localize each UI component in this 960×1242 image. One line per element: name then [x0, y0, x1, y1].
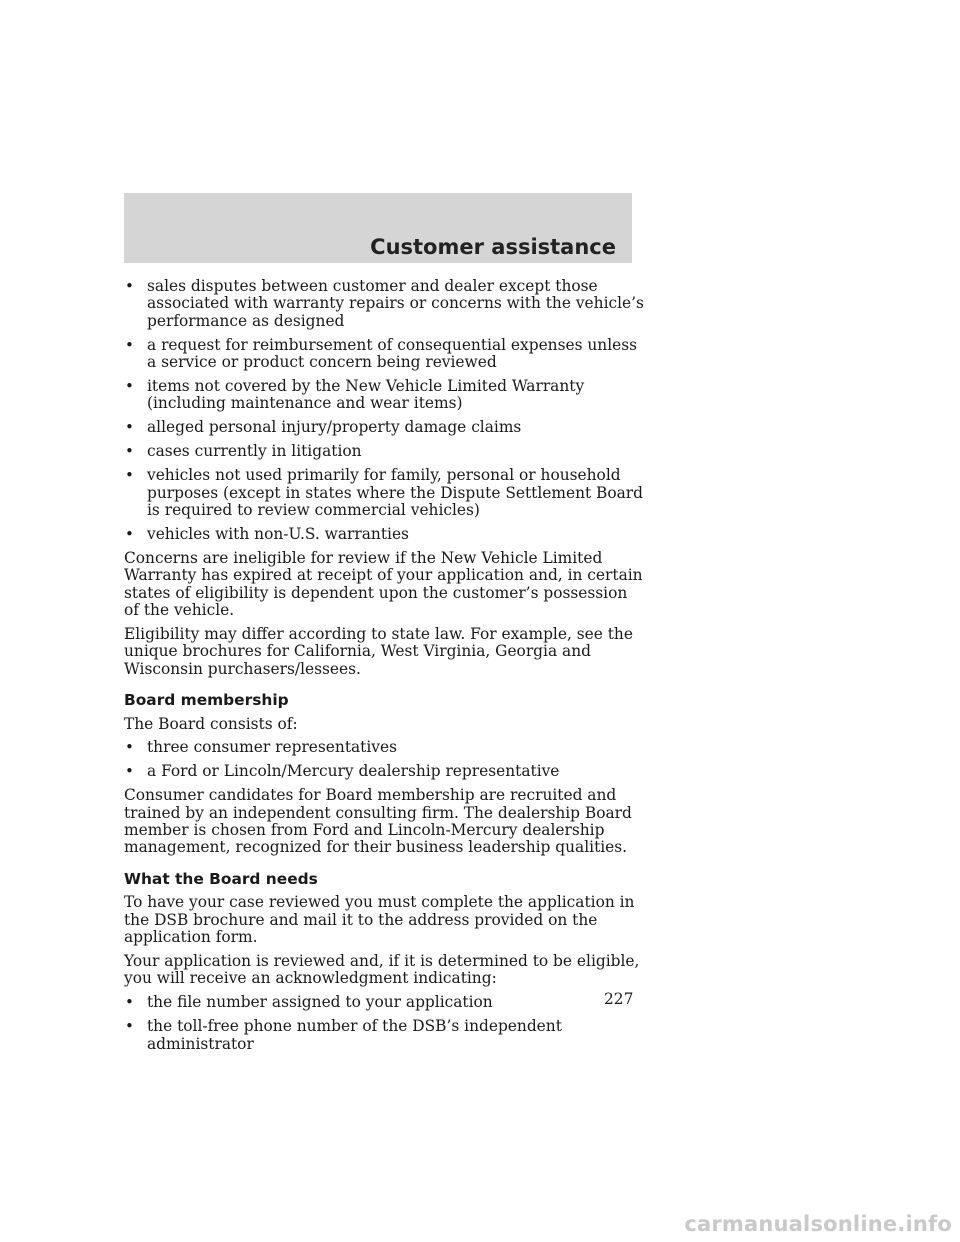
bullet-icon: • [125, 762, 134, 781]
heading-board-membership: Board membership [124, 691, 289, 710]
bullet-item: • cases currently in litigation [125, 442, 362, 461]
bullet-icon: • [125, 1017, 134, 1036]
bullet-item: • vehicles not used primarily for family, personal or household purposes (except in states where the Dispute Settlement Board is required to review commercial vehicles) [125, 466, 644, 519]
bullet-icon: • [125, 418, 134, 437]
section-header-band [124, 193, 632, 263]
page-number: 227 [604, 990, 634, 1008]
paragraph-acknowledgment: Your application is reviewed and, if it is determined to be eligible, you will receive an acknowledgment indicating: [124, 952, 640, 988]
section-title: Customer assistance [370, 235, 616, 259]
paragraph-case-review: To have your case reviewed you must complete the application in the DSB brochure and mail it to the address provided on the application form. [124, 893, 635, 947]
bullet-item: • a request for reimbursement of consequential expenses unless a service or product concern being reviewed [125, 335, 638, 372]
bullet-item: • the file number assigned to your application [125, 993, 493, 1012]
bullet-icon: • [125, 442, 134, 461]
bullet-icon: • [125, 524, 134, 543]
bullet-item: • the toll-free phone number of the DSB’s independent administrator [125, 1017, 562, 1053]
bullet-item: • a Ford or Lincoln/Mercury dealership representative [125, 762, 560, 781]
bullet-item: • three consumer representatives [125, 738, 397, 757]
bullet-icon: • [125, 466, 134, 485]
bullet-item: • vehicles with non-U.S. warranties [125, 524, 409, 543]
paragraph-candidates: Consumer candidates for Board membership are recruited and trained by an independent consulting firm. The dealership Board member is chosen from Ford and Lincoln-Mercury dealership management, recognized for their business leadership qualities. [124, 786, 632, 857]
bullet-icon: • [125, 377, 134, 396]
bullet-icon: • [125, 335, 134, 354]
paragraph-eligibility: Eligibility may differ according to state law. For example, see the unique brochures for California, West Virginia, Georgia and Wisconsin purchasers/lessees. [124, 624, 633, 678]
bullet-item: • sales disputes between customer and dealer except those associated with warranty repairs or concerns with the vehicle’s performance as designed [125, 277, 644, 330]
paragraph-board-consists: The Board consists of: [124, 714, 298, 733]
bullet-icon: • [125, 738, 134, 757]
bullet-icon: • [125, 277, 134, 295]
page-content [124, 278, 644, 1060]
watermark: carmanualsonline.info [684, 1212, 952, 1236]
heading-what-board-needs: What the Board needs [124, 869, 318, 888]
bullet-item: • items not covered by the New Vehicle Limited Warranty (including maintenance and wear items) [125, 377, 585, 413]
paragraph-ineligible: Concerns are ineligible for review if the New Vehicle Limited Warranty has expired at receipt of your application and, in certain states of eligibility is dependent upon the customer’s possession of the vehicle. [124, 548, 643, 619]
bullet-item: • alleged personal injury/property damage claims [125, 418, 522, 437]
bullet-icon: • [125, 993, 134, 1012]
